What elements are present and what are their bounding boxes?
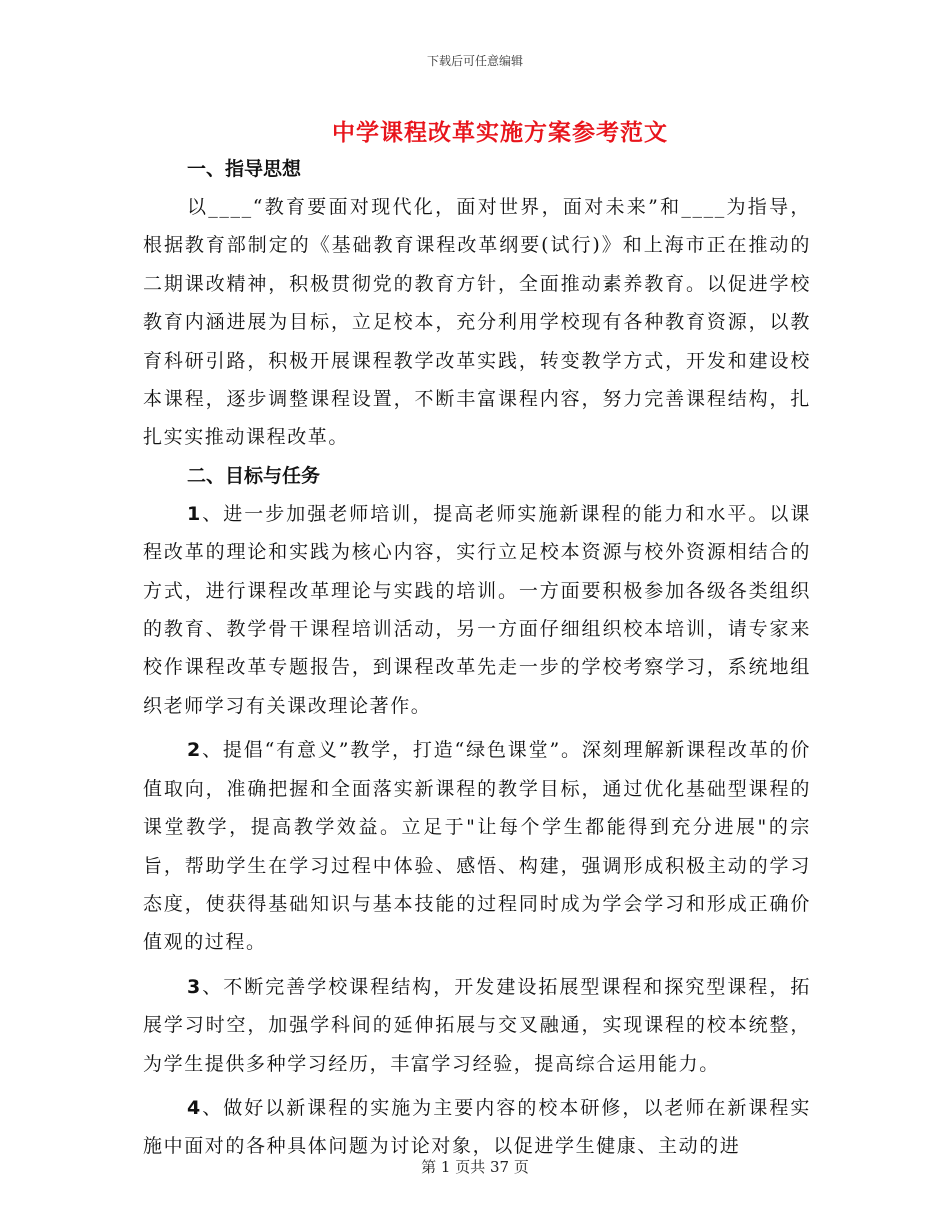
- page-number-footer: 第 1 页共 37 页: [421, 1158, 529, 1176]
- document-title: 中学课程改革实施方案参考范文: [332, 119, 668, 146]
- item-text: 、进一步加强老师培训，提高老师实施新课程的能力和水平。以课程改革的理论和实践为核心内容，实行立足校本资源与校外资源相结合的方式，进行课程改革理论与实践的培训。一方面要积极参加各级各类组织的教育、教学骨干课程培训活动，另一方面仔细组织校本培训，请专家来校作课程改革专题报告，到课程改革先走一步的学校考察学习，系统地组织老师学习有关课改理论著作。: [143, 502, 811, 717]
- header-note: 下载后可任意编辑: [426, 54, 523, 68]
- document-body: [143, 150, 811, 1166]
- list-item-goal-2: [143, 731, 811, 961]
- item-text: 、做好以新课程的实施为主要内容的校本研修，以老师在新课程实施中面对的各种具体问题为讨论对象，以促进学生健康、主动的进: [143, 1096, 811, 1158]
- item-number: 3: [187, 975, 202, 998]
- list-item-goal-4: [143, 1089, 811, 1166]
- section-heading-goals-tasks: 二、目标与任务: [187, 464, 321, 487]
- item-text: 、不断完善学校课程结构，开发建设拓展型课程和探究型课程，拓展学习时空，加强学科间的延伸拓展与交叉融通，实现课程的校本统整，为学生提供多种学习经历，丰富学习经验，提高综合运用能力。: [143, 975, 811, 1075]
- paragraph-guiding-ideology: 以____“教育要面对现代化，面对世界，面对未来”和____为指导，根据教育部制定的《基础教育课程改革纲要(试行)》和上海市正在推动的二期课改精神，积极贯彻党的教育方针，全面推动素养教育。以促进学校教育内涵进展为目标，立足校本，充分利用学校现有各种教育资源，以教育科研引路，积极开展课程教学改革实践，转变教学方式，开发和建设校本课程，逐步调整课程设置，不断丰富课程内容，努力完善课程结构，扎扎实实推动课程改革。: [143, 196, 811, 449]
- item-text: 、提倡“有意义”教学，打造“绿色课堂”。深刻理解新课程改革的价值取向，准确把握和全面落实新课程的教学目标，通过优化基础型课程的课堂教学，提高教学效益。立足于"让每个学生都能得到充分进展"的宗旨，帮助学生在学习过程中体验、感悟、构建，强调形成积极主动的学习态度，使获得基础知识与基本技能的过程同时成为学会学习和形成正确价值观的过程。: [143, 739, 811, 954]
- item-number: 2: [187, 739, 202, 762]
- item-number: 4: [187, 1096, 202, 1119]
- list-item-goal-3: [143, 968, 811, 1083]
- item-number: 1: [187, 502, 202, 525]
- list-item-goal-1: [143, 495, 811, 725]
- section-heading-guiding-ideology: 一、指导思想: [187, 158, 302, 180]
